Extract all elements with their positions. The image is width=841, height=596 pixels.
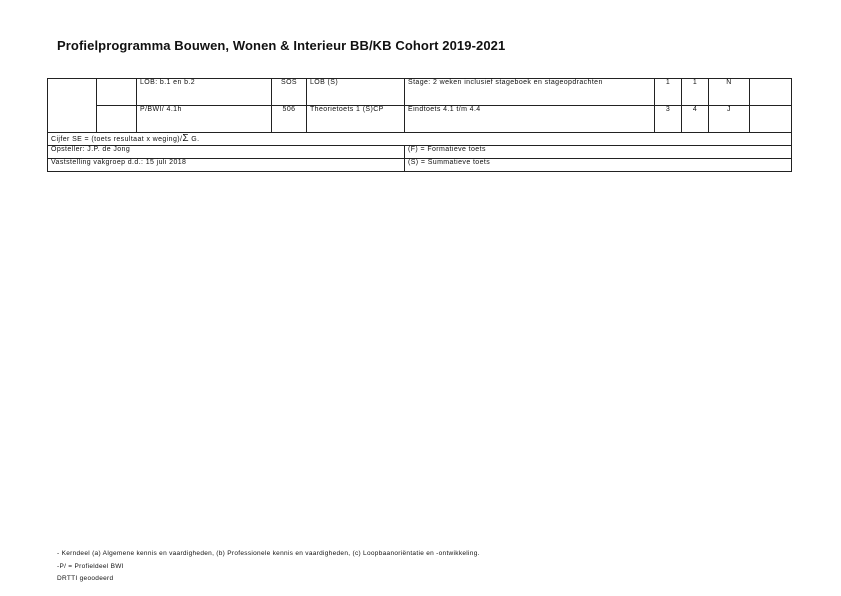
empty-cell bbox=[97, 106, 137, 133]
period-cell: SOS bbox=[272, 79, 307, 106]
approval-cell: Vaststelling vakgroep d.d.: 15 juli 2018 bbox=[48, 159, 405, 172]
meta-row bbox=[48, 146, 792, 159]
meta-row bbox=[48, 159, 792, 172]
author-cell: Opsteller: J.P. de Jong bbox=[48, 146, 405, 159]
footnote: - Kerndeel (a) Algemene kennis en vaardigheden, (b) Professionele kennis en vaardigheden, (c) Loopbaanoriëntatie en -ontwikkeling. bbox=[57, 550, 480, 557]
flag-cell: J bbox=[709, 106, 750, 133]
test-cell: LOB (S) bbox=[307, 79, 405, 106]
test-cell: Theorietoets 1 (S)CP bbox=[307, 106, 405, 133]
program-table bbox=[47, 78, 792, 172]
code-cell: LOB: b.1 en b.2 bbox=[137, 79, 272, 106]
formula-row bbox=[48, 133, 792, 146]
page-title: Profielprogramma Bouwen, Wonen & Interieur BB/KB Cohort 2019-2021 bbox=[57, 38, 506, 53]
sigma-symbol: Σ bbox=[182, 133, 189, 144]
empty-cell bbox=[750, 106, 792, 133]
table-row bbox=[48, 79, 792, 106]
description-cell: Stage: 2 weken inclusief stageboek en stageopdrachten bbox=[405, 79, 655, 106]
table-row bbox=[48, 106, 792, 133]
footnote: DRTTI geoodeerd bbox=[57, 575, 114, 582]
formula-suffix: G. bbox=[191, 136, 200, 143]
period-cell: 506 bbox=[272, 106, 307, 133]
number-cell: 3 bbox=[655, 106, 682, 133]
formula-cell bbox=[48, 133, 792, 146]
empty-cell bbox=[750, 79, 792, 106]
footnotes bbox=[57, 548, 480, 586]
empty-cell bbox=[97, 79, 137, 106]
number-cell: 4 bbox=[682, 106, 709, 133]
empty-cell bbox=[48, 79, 97, 133]
code-cell: P/BWI/ 4.1h bbox=[137, 106, 272, 133]
description-cell: Eindtoets 4.1 t/m 4.4 bbox=[405, 106, 655, 133]
formula-prefix: Cijfer SE = (toets resultaat x weging)/ bbox=[51, 136, 183, 143]
number-cell: 1 bbox=[682, 79, 709, 106]
flag-cell: N bbox=[709, 79, 750, 106]
number-cell: 1 bbox=[655, 79, 682, 106]
footnote: -P/ = Profieldeel BWI bbox=[57, 562, 124, 570]
formative-cell: (F) = Formatieve toets bbox=[405, 146, 792, 159]
summative-cell: (S) = Summatieve toets bbox=[405, 159, 792, 172]
